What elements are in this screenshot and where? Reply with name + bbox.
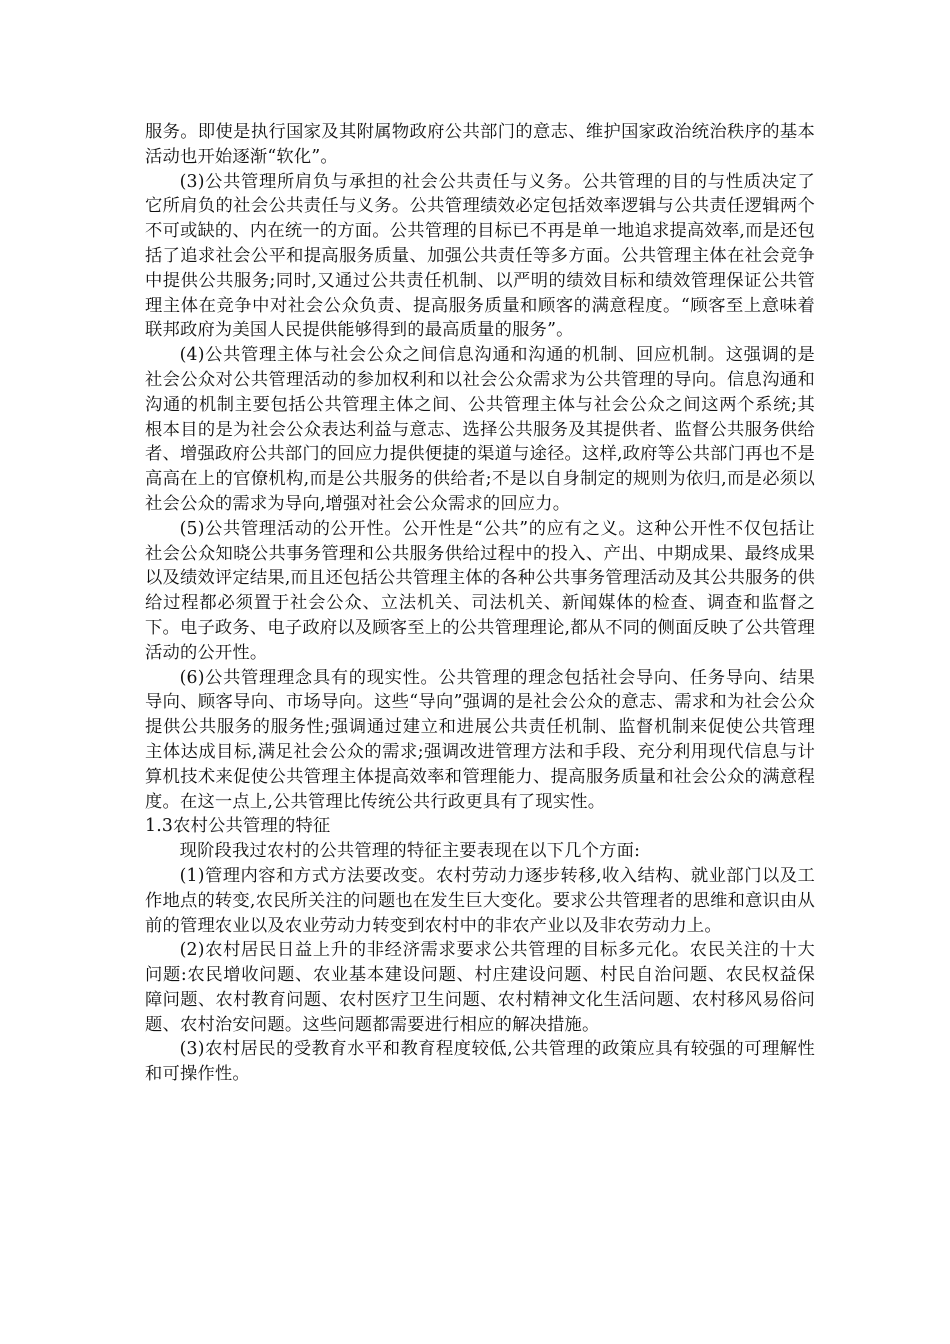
section-heading: 1.3农村公共管理的特征	[145, 816, 331, 837]
paragraph-item-3: (3)农村居民的受教育水平和教育程度较低,公共管理的政策应具有较强的可理解性和可操作性。	[145, 1039, 815, 1085]
paragraph-openness: (5)公共管理活动的公开性。公开性是“公共”的应有之义。这种公开性不仅包括让社会公众知晓公共事务管理和公共服务供给过程中的投入、产出、中期成果、最终成果以及绩效评定结果,而且还包括公共管理主体的各种公共事务管理活动及其公共服务的供给过程都必须置于社会公众、立法机关、司法机关、新闻媒体的检查、调查和监督之下。电子政务、电子政府以及顾客至上的公共管理理论,都从不同的侧面反映了公共管理活动的公开性。	[145, 518, 815, 663]
paragraph-continuation: 服务。即使是执行国家及其附属物政府公共部门的意志、维护国家政治统治秩序的基本活动也开始逐渐“软化”。	[145, 122, 815, 167]
paragraph-item-2: (2)农村居民日益上升的非经济需求要求公共管理的目标多元化。农民关注的十大问题:农民增收问题、农业基本建设问题、村庄建设问题、村民自治问题、农民权益保障问题、农村教育问题、农村医疗卫生问题、农村精神文化生活问题、农村移风易俗问题、农村治安问题。这些问题都需要进行相应的解决措施。	[145, 940, 815, 1035]
paragraph-public-responsibility: (3)公共管理所肩负与承担的社会公共责任与义务。公共管理的目的与性质决定了它所肩负的社会公共责任与义务。公共管理绩效必定包括效率逻辑与公共责任逻辑两个不可或缺的、内在统一的方面。公共管理的目标已不再是单一地追求提高效率,而是还包括了追求社会公平和提高服务质量、加强公共责任等多方面。公共管理主体在社会竞争中提供公共服务;同时,又通过公共责任机制、以严明的绩效目标和绩效管理保证公共管理主体在竞争中对社会公众负责、提高服务质量和顾客的满意程度。“顾客至上意味着联邦政府为美国人民提供能够得到的最高质量的服务”。	[145, 171, 815, 341]
paragraph-item-1: (1)管理内容和方式方法要改变。农村劳动力逐步转移,收入结构、就业部门以及工作地点的转变,农民所关注的问题也在发生巨大变化。要求公共管理者的思维和意识由从前的管理农业以及农业劳动力转变到农村中的非农产业以及非农劳动力上。	[145, 865, 815, 936]
document-body	[145, 120, 815, 1087]
paragraph-intro: 现阶段我过农村的公共管理的特征主要表现在以下几个方面:	[179, 841, 641, 862]
paragraph-reality: (6)公共管理理念具有的现实性。公共管理的理念包括社会导向、任务导向、结果导向、顾客导向、市场导向。这些“导向”强调的是社会公众的意志、需求和为社会公众提供公共服务的服务性;强调通过建立和进展公共责任机制、监督机制来促使公共管理主体达成目标,满足社会公众的需求;强调改进管理方法和手段、充分利用现代信息与计算机技术来促使公共管理主体提高效率和管理能力、提高服务质量和社会公众的满意程度。在这一点上,公共管理比传统公共行政更具有了现实性。	[145, 667, 815, 812]
paragraph-communication-mechanism: (4)公共管理主体与社会公众之间信息沟通和沟通的机制、回应机制。这强调的是社会公众对公共管理活动的参加权利和以社会公众需求为公共管理的导向。信息沟通和沟通的机制主要包括公共管理主体之间、公共管理主体与社会公众之间这两个系统;其根本目的是为社会公众表达利益与意志、选择公共服务及其提供者、监督公共服务供给者、增强政府公共部门的回应力提供便捷的渠道与途径。这样,政府等公共部门再也不是高高在上的官僚机构,而是公共服务的供给者;不是以自身制定的规则为依归,而是必须以社会公众的需求为导向,增强对社会公众需求的回应力。	[145, 345, 815, 514]
